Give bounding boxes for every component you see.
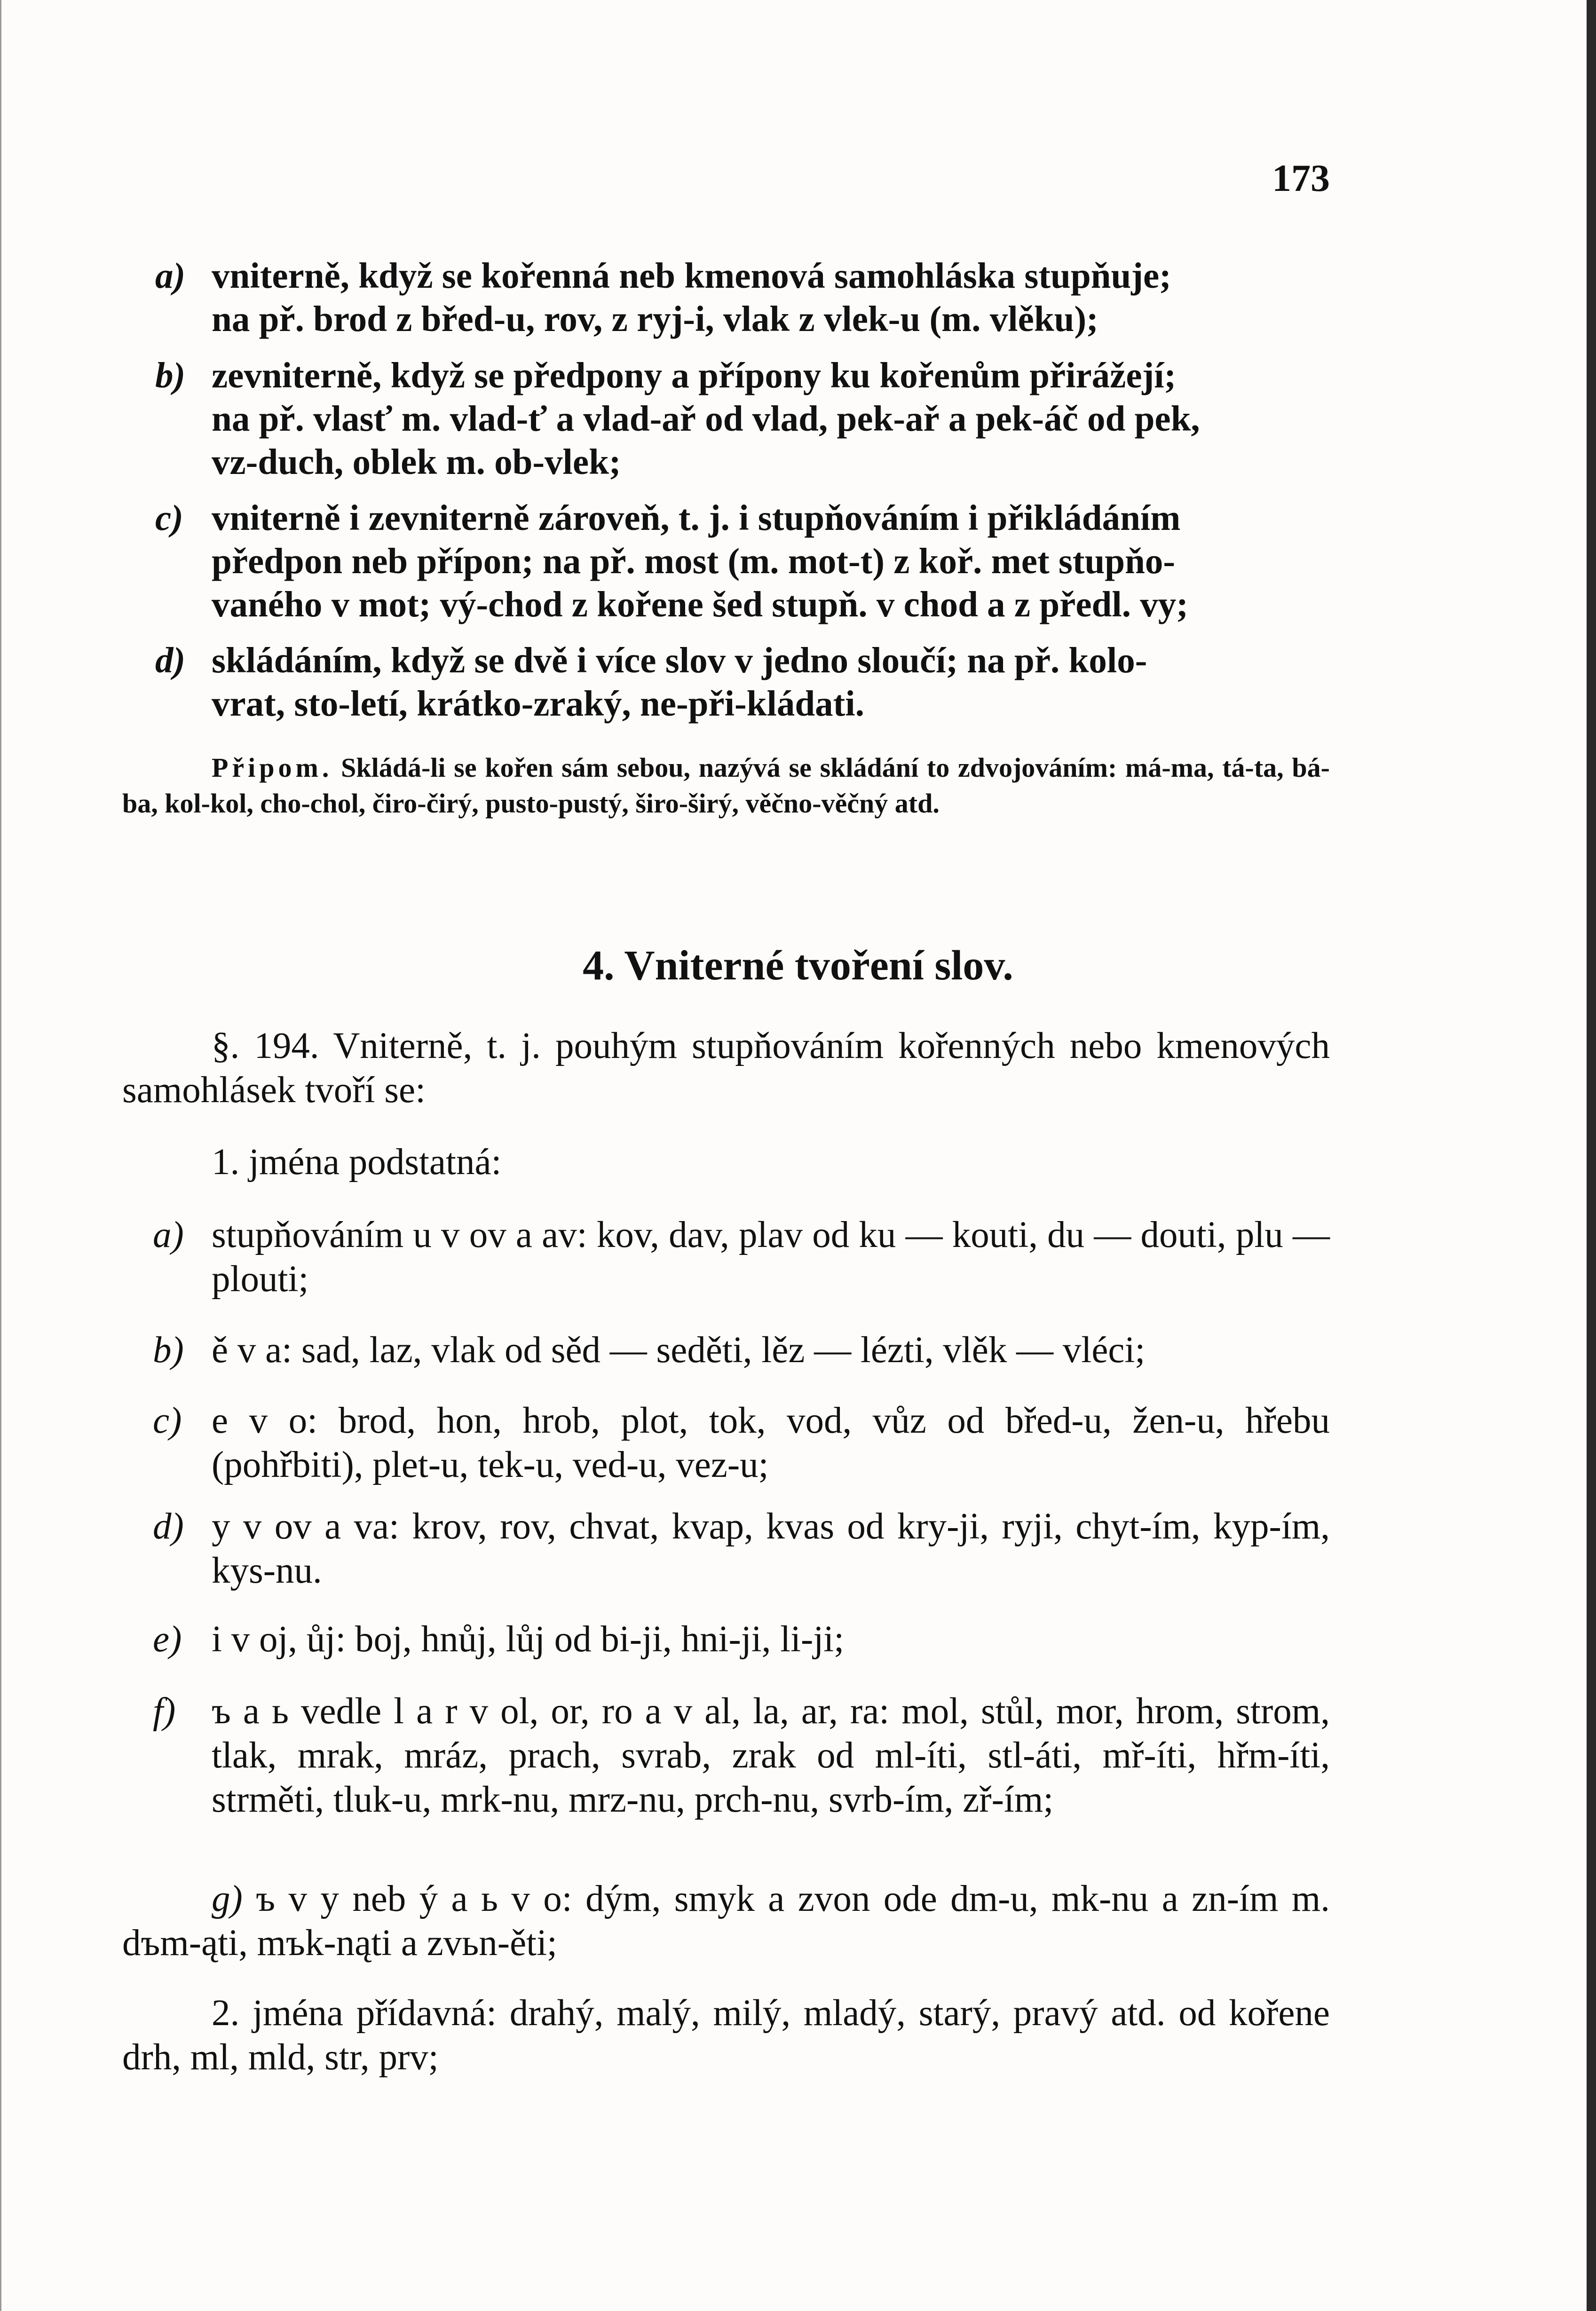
list-item-f (153, 1689, 1330, 1822)
list-item-d (155, 639, 1330, 725)
list-line: vrat, sto-letí, krátko-zraký, ne-při-kládati. (212, 683, 864, 724)
list-item-g (122, 1877, 1330, 1965)
list-item-a (155, 254, 1330, 340)
list-line: vniterně i zevniterně zároveň, t. j. i stupňováním i přikládáním (212, 497, 1181, 538)
page-left-edge (0, 0, 1, 2311)
list-line: na př. brod z břed-u, rov, z ryj-i, vlak z vlek-u (m. vlěku); (212, 299, 1098, 339)
list-text: ъ a ь vedle l a r v ol, or, ro a v al, la, ar, ra: mol, stůl, mor, hrom, strom, tlak, mrak, mráz, prach, svrab, zrak od ml-íti, stl-áti, mř-íti, hřm-íti, strměti, tluk-u, mrk-nu, mrz-nu, prch-nu, svrb-ím, zř-ím; (212, 1691, 1330, 1820)
list-text: ъ v y neb ý a ь v o: dým, smyk a zvon ode dm-u, mk-nu a zn-ím m. dъm-ąti, mъk-nąti a zvьn-ěti; (122, 1878, 1330, 1964)
list-item-a (153, 1213, 1330, 1301)
list-marker: f) (153, 1691, 176, 1732)
page-binding-edge (1587, 0, 1596, 2311)
list-marker: b) (155, 355, 186, 395)
list-marker: e) (153, 1619, 182, 1660)
list-marker: c) (155, 497, 183, 538)
section-heading: 4. Vniterné tvoření slov. (583, 942, 1013, 989)
list-text: ě v a: sad, laz, vlak od sěd — seděti, lěz — lézti, vlěk — vléci; (212, 1330, 1146, 1371)
list-marker: d) (153, 1506, 184, 1547)
list-item-c (155, 496, 1330, 626)
list-text: stupňováním u v ov a av: kov, dav, plav od ku — kouti, du — douti, plu — plouti; (212, 1215, 1330, 1300)
list-text: y v ov a va: krov, rov, chvat, kvap, kvas od kry-ji, ryji, chyt-ím, kyp-ím, kys-nu. (212, 1506, 1330, 1591)
note-text: Skládá-li se kořen sám sebou, nazývá se skládání to zdvojováním: má-ma, tá-ta, bá-ba, kol-kol, cho-chol, čiro-čirý, pusto-pustý, širo-širý, věčno-věčný atd. (122, 752, 1330, 819)
list-line: vniterně, když se kořenná neb kmenová samohláska stupňuje; (212, 255, 1171, 296)
list-item-d (153, 1505, 1330, 1593)
list-line: na př. vlasť m. vlad-ť a vlad-ař od vlad, pek-ař a pek-áč od pek, (212, 398, 1200, 439)
subsection-nouns: 1. jména podstatná: (212, 1142, 502, 1183)
list-text: e v o: brod, hon, hrob, plot, tok, vod, vůz od břed-u, žen-u, hřebu (pohřbiti), plet-u, tek-u, ved-u, vez-u; (212, 1400, 1330, 1485)
list-item-c (153, 1399, 1330, 1487)
list-line: předpon neb přípon; na př. most (m. mot-t) z koř. met stupňo- (212, 541, 1176, 581)
note-label: Připom. (212, 752, 333, 783)
list-line: vaného v mot; vý-chod z kořene šed stupň. v chod a z předl. vy; (212, 584, 1188, 624)
list-marker: b) (153, 1330, 184, 1371)
list-marker: c) (153, 1400, 182, 1441)
list-text: i v oj, ůj: boj, hnůj, lůj od bi-ji, hni-ji, li-ji; (212, 1619, 845, 1660)
subsection-adjectives: 2. jména přídavná: drahý, malý, milý, mladý, starý, pravý atd. od kořene drh, ml, mld, str, prv; (122, 1993, 1330, 2078)
list-marker: g) (212, 1878, 243, 1919)
paragraph-194: §. 194. Vniterně, t. j. pouhým stupňováním kořenných nebo kmenových samohlásek tvoří se: (122, 1025, 1330, 1111)
list-marker: a) (155, 255, 186, 296)
list-marker: a) (153, 1215, 184, 1255)
list-item-b (155, 354, 1330, 483)
list-item-b (153, 1328, 1330, 1372)
footnote (122, 750, 1330, 821)
page-number: 173 (1272, 157, 1330, 199)
list-line: zevniterně, když se předpony a přípony ku kořenům přirážejí; (212, 355, 1177, 395)
list-line: skládáním, když se dvě i více slov v jedno sloučí; na př. kolo- (212, 640, 1147, 680)
list-line: vz-duch, oblek m. ob-vlek; (212, 442, 621, 482)
list-marker: d) (155, 640, 186, 680)
list-item-e (153, 1617, 1330, 1662)
